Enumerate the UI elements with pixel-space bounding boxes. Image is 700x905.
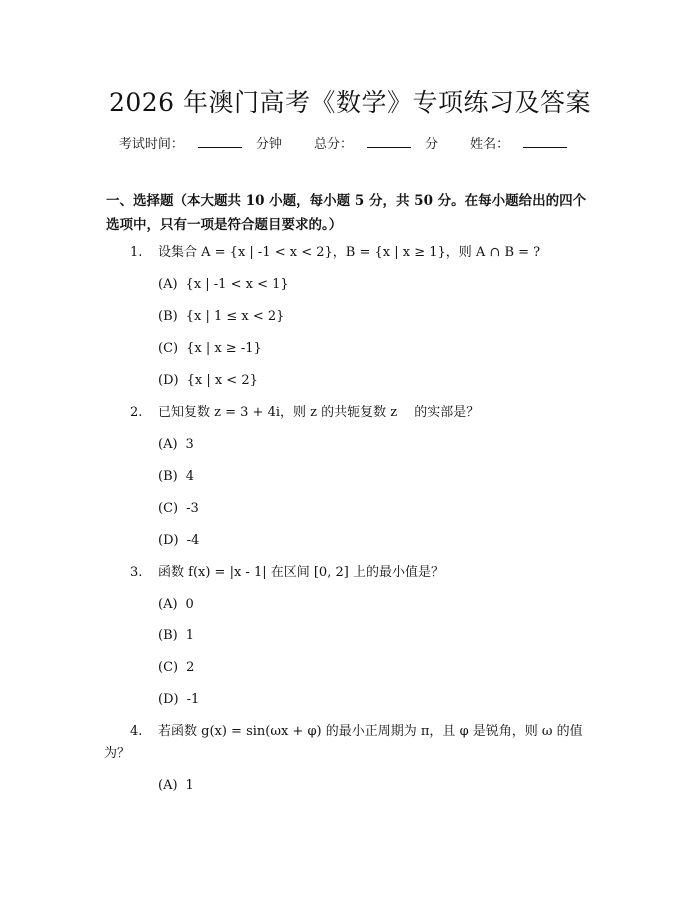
option bbox=[158, 530, 199, 552]
option-text: 1 bbox=[185, 778, 194, 793]
option bbox=[158, 775, 194, 797]
exam-meta bbox=[0, 133, 700, 152]
option-text: 1 bbox=[185, 628, 194, 643]
option bbox=[158, 306, 284, 328]
option-label: (C) bbox=[158, 660, 179, 675]
option bbox=[158, 657, 194, 679]
option bbox=[158, 338, 262, 360]
option bbox=[158, 594, 194, 616]
exam-name bbox=[470, 137, 581, 152]
option-label: (D) bbox=[158, 373, 179, 388]
option-text: -1 bbox=[186, 692, 200, 707]
option-label: (C) bbox=[158, 341, 179, 356]
score-blank bbox=[367, 135, 411, 148]
option-label: (D) bbox=[158, 692, 179, 707]
option-text: {x | x ≥ -1} bbox=[186, 341, 262, 356]
option-text: {x | -1 < x < 1} bbox=[185, 277, 289, 292]
option-label: (B) bbox=[158, 628, 178, 643]
option-text: -3 bbox=[186, 501, 199, 516]
time-label: 考试时间： bbox=[118, 137, 184, 152]
option-text: 0 bbox=[185, 597, 194, 612]
score-label: 总分： bbox=[313, 137, 353, 152]
question-text: 设集合 A = {x | -1 < x < 2}，B = {x | x ≥ 1}，则 A ∩ B = ? bbox=[158, 245, 541, 260]
option bbox=[158, 689, 199, 711]
page-title: 2026 年澳门高考《数学》专项练习及答案 bbox=[108, 88, 592, 117]
name-blank bbox=[523, 135, 567, 148]
question-text: 函数 f(x) = |x - 1| 在区间 [0, 2] 上的最小值是？ bbox=[158, 565, 444, 580]
time-blank bbox=[198, 135, 242, 148]
question-text: 若函数 g(x) = sin(ωx + φ) 的最小正周期为 π，且 φ 是锐角，则 ω 的值为？ bbox=[104, 724, 583, 761]
option bbox=[158, 434, 194, 456]
section-heading: 一、选择题（本大题共 10 小题，每小题 5 分，共 50 分。在每小题给出的四个选项中，只有一项是符合题目要求的。） bbox=[106, 193, 587, 233]
question-number: 2. bbox=[130, 405, 143, 420]
option-label: (B) bbox=[158, 469, 178, 484]
exam-score bbox=[314, 137, 442, 152]
question-number: 1. bbox=[130, 245, 143, 260]
question-number: 4. bbox=[130, 724, 143, 739]
option-text: -4 bbox=[186, 533, 200, 548]
option-text: 4 bbox=[185, 469, 194, 484]
option-label: (A) bbox=[158, 597, 178, 612]
option-label: (D) bbox=[158, 533, 179, 548]
question-number: 3. bbox=[130, 565, 143, 580]
option-label: (A) bbox=[158, 778, 178, 793]
option bbox=[158, 274, 289, 296]
option-label: (A) bbox=[158, 277, 178, 292]
option-text: 2 bbox=[186, 660, 195, 675]
option-text: {x | 1 ≤ x < 2} bbox=[185, 309, 285, 324]
name-label: 姓名： bbox=[470, 137, 510, 152]
option-label: (C) bbox=[158, 501, 179, 516]
option-label: (B) bbox=[158, 309, 178, 324]
score-unit: 分 bbox=[425, 137, 439, 152]
option bbox=[158, 498, 199, 520]
option bbox=[158, 370, 258, 392]
option-label: (A) bbox=[158, 437, 178, 452]
option bbox=[158, 466, 194, 488]
exam-time bbox=[119, 137, 286, 152]
option-text: {x | x < 2} bbox=[186, 373, 258, 388]
option-text: 3 bbox=[185, 437, 194, 452]
question-text: 已知复数 z = 3 + 4i，则 z 的共轭复数 z 的实部是？ bbox=[158, 405, 480, 420]
option bbox=[158, 625, 194, 647]
time-unit: 分钟 bbox=[255, 137, 282, 152]
